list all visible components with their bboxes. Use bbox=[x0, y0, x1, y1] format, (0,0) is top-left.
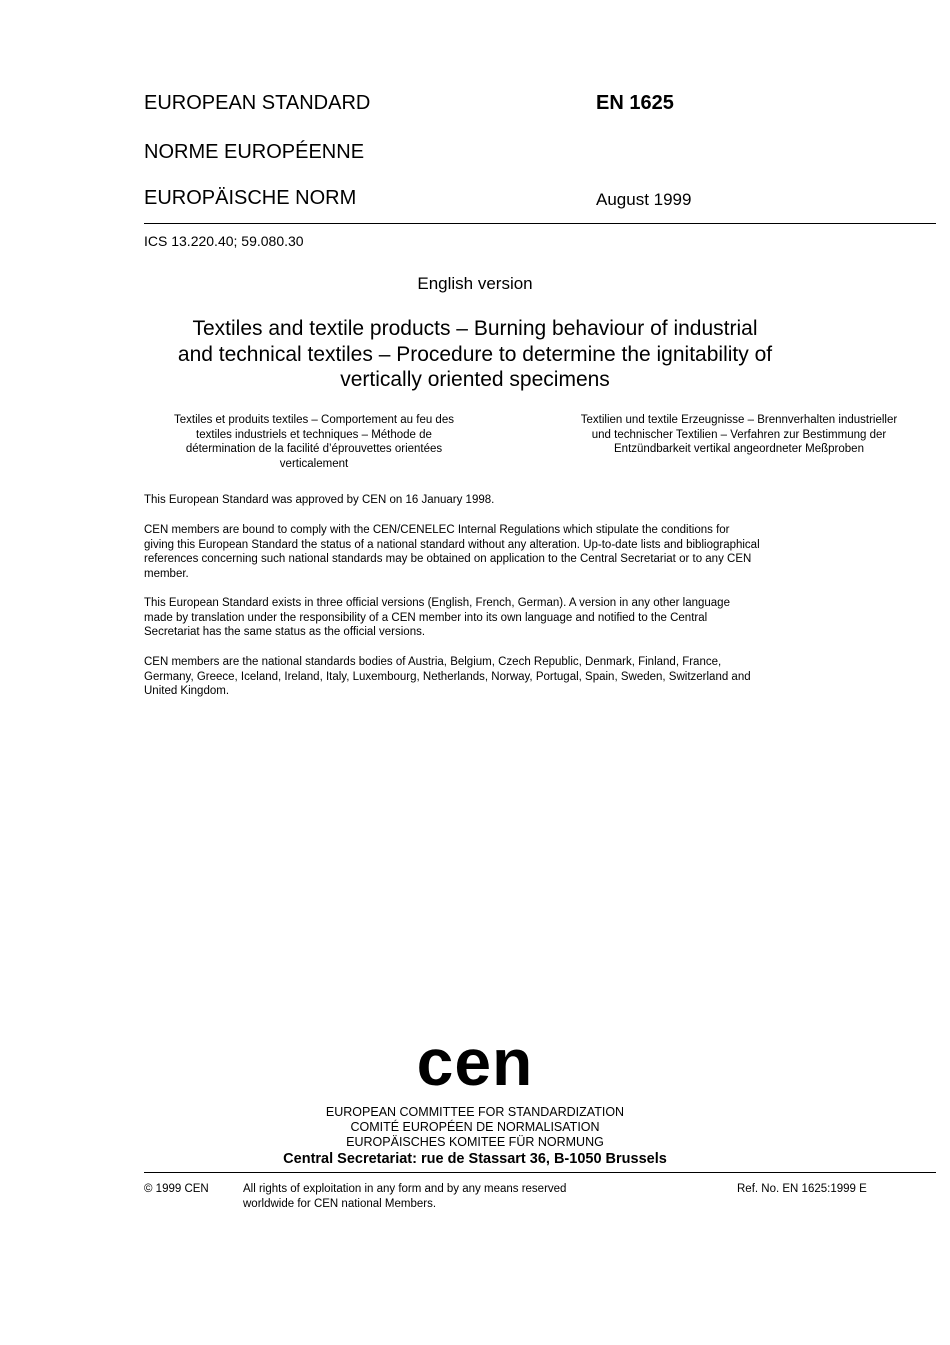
committee-name-en: EUROPEAN COMMITTEE FOR STANDARDIZATION bbox=[325, 1105, 625, 1119]
copyright: © 1999 CEN bbox=[144, 1183, 209, 1195]
ics-code: ICS 13.220.40; 59.080.30 bbox=[144, 233, 304, 249]
french-title-line: Textiles et produits textiles – Comportement au feu des bbox=[174, 414, 454, 426]
paragraph-line: This European Standard exists in three official versions (English, French, German). A version in any other language bbox=[144, 597, 730, 609]
footer-divider bbox=[144, 1172, 936, 1173]
compliance-paragraph bbox=[144, 523, 824, 581]
versions-paragraph bbox=[144, 596, 824, 640]
committee-block bbox=[0, 1105, 950, 1150]
paragraph-line: giving this European Standard the status of a national standard without any alteration. Up-to-date lists and bibliographical bbox=[144, 538, 760, 551]
title-english: EUROPEAN STANDARD bbox=[144, 92, 371, 114]
paragraph-line: member. bbox=[144, 567, 189, 580]
rights-line: All rights of exploitation in any form and by any means reserved bbox=[243, 1183, 567, 1195]
title-german: EUROPÄISCHE NORM bbox=[144, 187, 357, 209]
german-title bbox=[548, 413, 930, 457]
publication-date: August 1999 bbox=[596, 190, 692, 209]
main-title-line: Textiles and textile products – Burning behaviour of industrial bbox=[192, 317, 758, 340]
main-title-line: vertically oriented specimens bbox=[340, 368, 610, 391]
committee-name-de: EUROPÄISCHES KOMITEE FÜR NORMUNG bbox=[346, 1135, 604, 1149]
standard-number: EN 1625 bbox=[596, 92, 674, 114]
paragraph-line: references concerning such national standards may be obtained on application to the Central Secretariat or to any CEN bbox=[144, 553, 752, 566]
paragraph-line: CEN members are the national standards bodies of Austria, Belgium, Czech Republic, Denmark, Finland, France, bbox=[144, 656, 722, 668]
french-title bbox=[144, 413, 484, 471]
version-label: English version bbox=[417, 274, 533, 293]
paragraph-line: United Kingdom. bbox=[144, 685, 230, 698]
paragraph-line: made by translation under the responsibility of a CEN member into its own language and notified to the Central bbox=[144, 611, 708, 624]
german-title-line: Textilien und textile Erzeugnisse – Brennverhalten industrieller bbox=[580, 414, 898, 426]
committee-name-fr: COMITÉ EUROPÉEN DE NORMALISATION bbox=[350, 1120, 600, 1134]
title-french: NORME EUROPÉENNE bbox=[144, 141, 365, 163]
french-title-line: verticalement bbox=[279, 457, 349, 470]
german-title-line: und technischer Textilien – Verfahren zur Bestimmung der bbox=[591, 428, 887, 441]
rights-statement bbox=[243, 1182, 566, 1211]
rights-line: worldwide for CEN national Members. bbox=[243, 1197, 437, 1210]
french-title-line: détermination de la facilité d’éprouvettes orientées bbox=[185, 443, 443, 455]
reference-number: Ref. No. EN 1625:1999 E bbox=[737, 1183, 867, 1195]
members-paragraph bbox=[144, 655, 824, 699]
german-title-line: Entzündbarkeit vertikal angeordneter Meßproben bbox=[614, 443, 864, 455]
header-divider bbox=[144, 223, 936, 224]
paragraph-line: Germany, Greece, Iceland, Ireland, Italy, Luxembourg, Netherlands, Norway, Portugal, Spain, Sweden, Switzerland and bbox=[144, 670, 751, 683]
main-title bbox=[100, 316, 850, 393]
paragraph-line: CEN members are bound to comply with the CEN/CENELEC Internal Regulations which stipulate the conditions for bbox=[144, 524, 730, 536]
approval-paragraph: This European Standard was approved by CEN on 16 January 1998. bbox=[144, 494, 495, 506]
secretariat-address: Central Secretariat: rue de Stassart 36, B-1050 Brussels bbox=[283, 1151, 667, 1167]
paragraph-line: Secretariat has the same status as the official versions. bbox=[144, 626, 426, 639]
cen-logo: cen bbox=[416, 1025, 534, 1099]
main-title-line: and technical textiles – Procedure to determine the ignitability of bbox=[177, 342, 773, 366]
french-title-line: textiles industriels et techniques – Méthode de bbox=[196, 428, 432, 441]
